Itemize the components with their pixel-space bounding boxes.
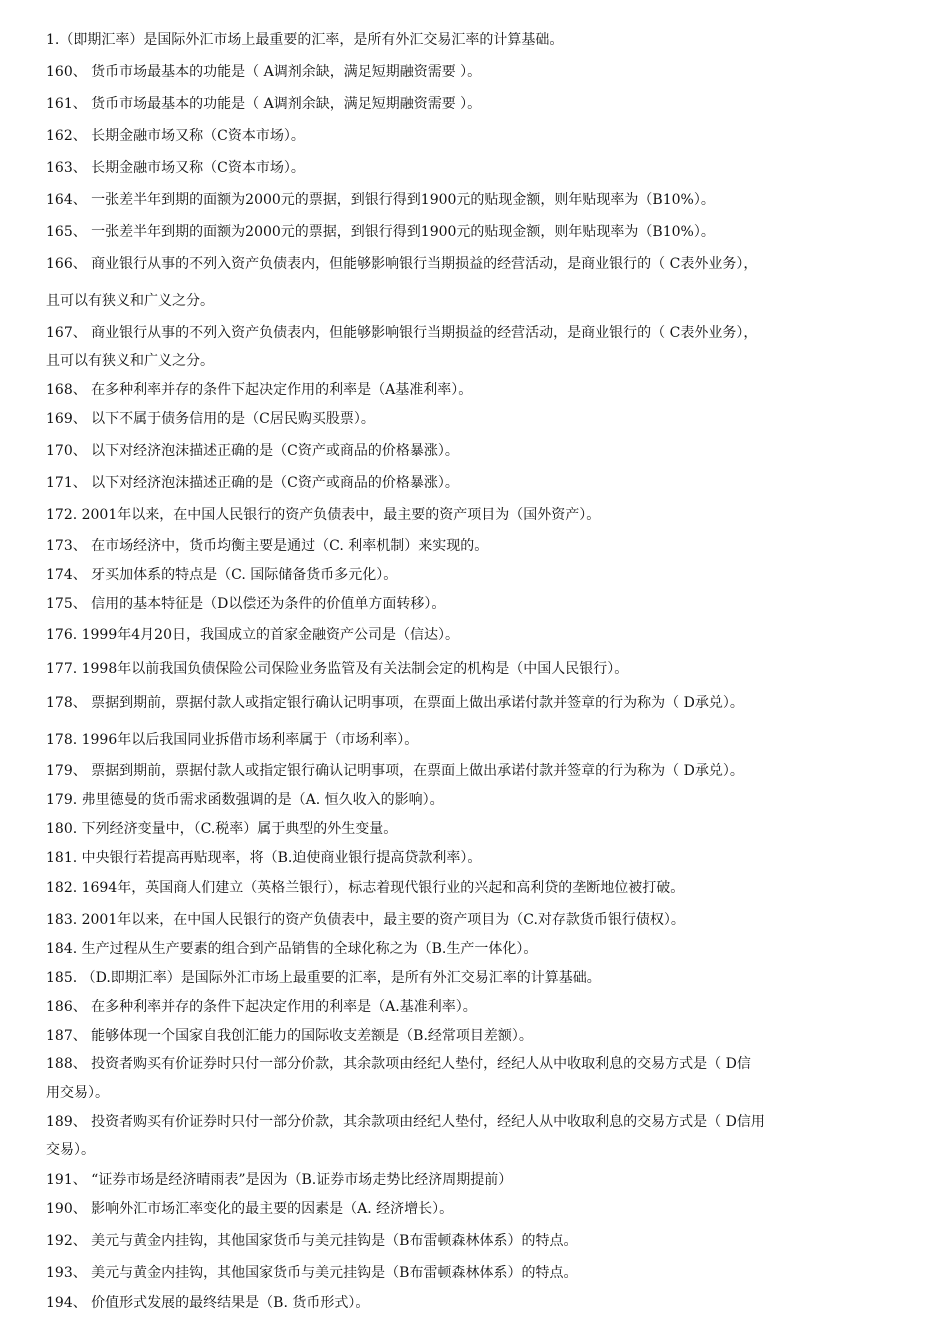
text-line: 169、 以下不属于债务信用的是（C居民购买股票）。 — [46, 411, 375, 427]
text-line: 173、 在市场经济中，货币均衡主要是通过（C. 利率机制）来实现的。 — [46, 538, 489, 554]
text-line: 177. 1998年以前我国负债保险公司保险业务监管及有关法制会定的机构是（中国人民银行）。 — [46, 661, 629, 677]
text-line: 171、 以下对经济泡沫描述正确的是（C资产或商品的价格暴涨）。 — [46, 475, 459, 491]
text-line: 191、 “证券市场是经济晴雨表”是因为（B.证券市场走势比经济周期提前） — [46, 1172, 513, 1188]
text-line: 164、 一张差半年到期的面额为2000元的票据，到银行得到1900元的贴现金额，则年贴现率为（B10%）。 — [46, 192, 715, 208]
text-line: 187、 能够体现一个国家自我创汇能力的国际收支差额是（B.经常项目差额）。 — [46, 1028, 533, 1044]
text-line: 175、 信用的基本特征是（D以偿还为条件的价值单方面转移）。 — [46, 596, 446, 612]
text-line: 176. 1999年4月20日，我国成立的首家金融资产公司是（信达）。 — [46, 627, 459, 643]
text-line: 166、 商业银行从事的不列入资产负债表内，但能够影响银行当期损益的经营活动，是商业银行的（ C表外业务）， — [46, 256, 758, 272]
text-line: 174、 牙买加体系的特点是（C. 国际储备货币多元化）。 — [46, 567, 398, 583]
text-line: 172. 2001年以来，在中国人民银行的资产负债表中，最主要的资产项目为（国外资产）。 — [46, 507, 601, 523]
text-line: 1.（即期汇率）是国际外汇市场上最重要的汇率，是所有外汇交易汇率的计算基础。 — [46, 32, 564, 48]
text-line: 192、 美元与黄金内挂钩，其他国家货币与美元挂钩是（B布雷顿森林体系）的特点。 — [46, 1233, 578, 1249]
text-line: 交易）。 — [46, 1142, 95, 1158]
text-line: 193、 美元与黄金内挂钩，其他国家货币与美元挂钩是（B布雷顿森林体系）的特点。 — [46, 1265, 578, 1281]
text-line: 194、 价值形式发展的最终结果是（B. 货币形式）。 — [46, 1295, 370, 1311]
text-line: 184. 生产过程从生产要素的组合到产品销售的全球化称之为（B.生产一体化）。 — [46, 941, 538, 957]
text-line: 用交易）。 — [46, 1085, 109, 1101]
text-line: 且可以有狭义和广义之分。 — [46, 353, 214, 369]
text-line: 162、 长期金融市场又称（C资本市场）。 — [46, 128, 305, 144]
text-line: 178. 1996年以后我国同业拆借市场利率属于（市场利率）。 — [46, 732, 419, 748]
text-line: 180. 下列经济变量中，（C.税率）属于典型的外生变量。 — [46, 821, 398, 837]
text-line: 163、 长期金融市场又称（C资本市场）。 — [46, 160, 305, 176]
text-line: 161、 货币市场最基本的功能是（ A调剂余缺，满足短期融资需要 ）。 — [46, 96, 482, 112]
text-line: 178、 票据到期前，票据付款人或指定银行确认记明事项，在票面上做出承诺付款并签章的行为称为（ D承兑）。 — [46, 695, 744, 711]
text-line: 168、 在多种利率并存的条件下起决定作用的利率是（A基准利率）。 — [46, 382, 473, 398]
text-line: 182. 1694年，英国商人们建立（英格兰银行），标志着现代银行业的兴起和高利贷的垄断地位被打破。 — [46, 880, 685, 896]
text-line: 185. （D.即期汇率）是国际外汇市场上最重要的汇率，是所有外汇交易汇率的计算基础。 — [46, 970, 601, 986]
text-line: 167、 商业银行从事的不列入资产负债表内，但能够影响银行当期损益的经营活动，是商业银行的（ C表外业务）， — [46, 325, 758, 341]
text-line: 179、 票据到期前，票据付款人或指定银行确认记明事项，在票面上做出承诺付款并签章的行为称为（ D承兑）。 — [46, 763, 744, 779]
text-line: 186、 在多种利率并存的条件下起决定作用的利率是（A.基准利率）。 — [46, 999, 477, 1015]
text-line: 189、 投资者购买有价证券时只付一部分价款，其余款项由经纪人垫付，经纪人从中收取利息的交易方式是（ D信用 — [46, 1114, 765, 1130]
text-line: 179. 弗里德曼的货币需求函数强调的是（A. 恒久收入的影响）。 — [46, 792, 444, 808]
text-line: 160、 货币市场最基本的功能是（ A调剂余缺，满足短期融资需要 ）。 — [46, 64, 482, 80]
text-line: 170、 以下对经济泡沫描述正确的是（C资产或商品的价格暴涨）。 — [46, 443, 459, 459]
text-line: 183. 2001年以来，在中国人民银行的资产负债表中，最主要的资产项目为（C.对存款货币银行债权）。 — [46, 912, 685, 928]
text-line: 188、 投资者购买有价证券时只付一部分价款，其余款项由经纪人垫付，经纪人从中收取利息的交易方式是（ D信 — [46, 1056, 751, 1072]
text-line: 165、 一张差半年到期的面额为2000元的票据，到银行得到1900元的贴现金额，则年贴现率为（B10%）。 — [46, 224, 715, 240]
text-line: 181. 中央银行若提高再贴现率，将（B.迫使商业银行提高贷款利率）。 — [46, 850, 482, 866]
text-line: 190、 影响外汇市场汇率变化的最主要的因素是（A. 经济增长）。 — [46, 1201, 454, 1217]
text-line: 且可以有狭义和广义之分。 — [46, 293, 214, 309]
